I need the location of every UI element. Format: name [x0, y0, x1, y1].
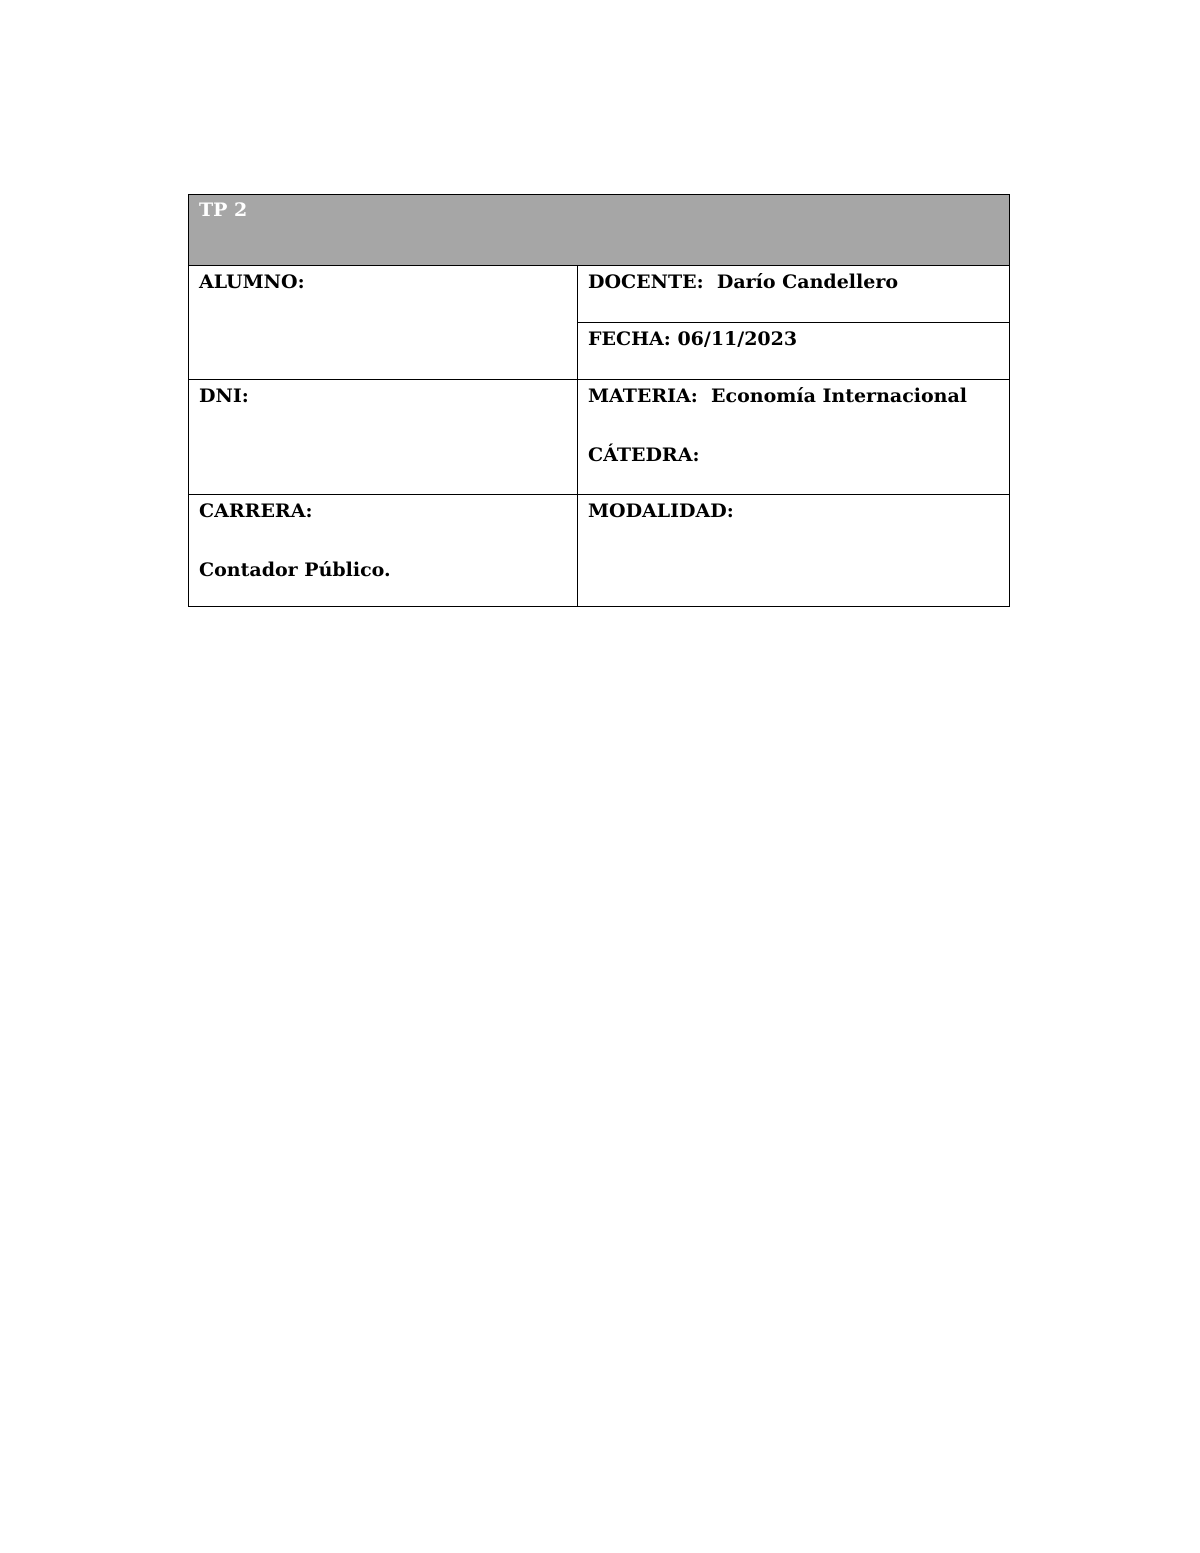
dni-label: DNI: — [199, 385, 249, 407]
docente-cell — [578, 266, 1010, 323]
table-header-row — [189, 195, 1010, 266]
document-title: TP 2 — [199, 199, 248, 221]
cover-info-table — [188, 194, 1010, 607]
materia-line — [588, 380, 999, 410]
materia-label: MATERIA: — [588, 385, 698, 407]
table-row-carrera — [189, 495, 1010, 607]
table-header-cell — [189, 195, 1010, 266]
table-row-alumno — [189, 266, 1010, 323]
carrera-cell — [189, 495, 578, 607]
docente-label: DOCENTE: — [588, 271, 704, 293]
table-row-dni — [189, 380, 1010, 495]
carrera-value: Contador Público. — [199, 559, 391, 581]
alumno-cell — [189, 266, 578, 380]
fecha-value: 06/11/2023 — [677, 328, 798, 350]
modalidad-label: MODALIDAD: — [588, 500, 734, 522]
fecha-cell — [578, 323, 1010, 380]
fecha-line — [588, 323, 999, 353]
catedra-label: CÁTEDRA: — [588, 444, 700, 466]
docente-value: Darío Candellero — [716, 271, 899, 293]
materia-value: Economía Internacional — [711, 385, 967, 407]
carrera-label: CARRERA: — [199, 500, 313, 522]
alumno-label: ALUMNO: — [199, 271, 305, 293]
dni-cell — [189, 380, 578, 495]
docente-line — [588, 266, 999, 296]
materia-cell — [578, 380, 1010, 495]
fecha-label: FECHA: — [588, 328, 671, 350]
modalidad-cell — [578, 495, 1010, 607]
